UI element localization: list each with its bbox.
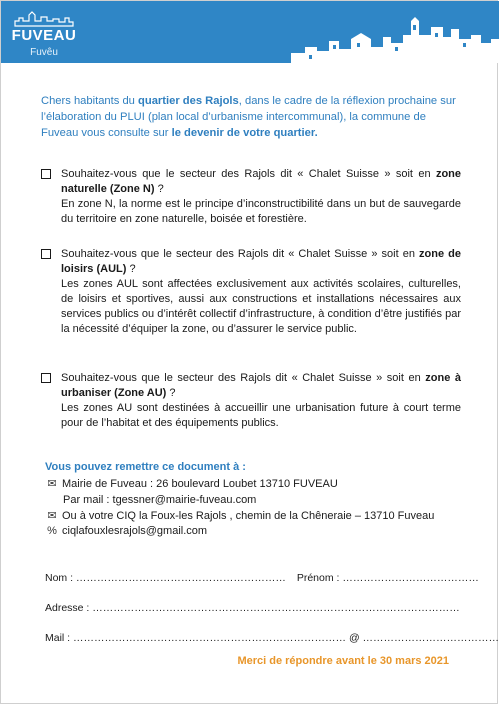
checkbox-zone-n[interactable]: [41, 169, 51, 179]
at-sign: @: [348, 632, 360, 644]
logo-subtitle: Fuvêu: [30, 47, 58, 58]
form-row-mail: [45, 632, 499, 644]
mail-user-field[interactable]: ……………………………………………………………………: [73, 632, 349, 644]
return-title: Vous pouvez remettre ce document à :: [45, 461, 246, 473]
header-banner: [1, 1, 499, 63]
fuveau-logo: [9, 9, 79, 59]
question-text: Souhaitez-vous que le secteur des Rajols dit « Chalet Suisse » soit en zone naturelle (Zone N) ?: [61, 168, 461, 195]
question-zone-au: [41, 371, 461, 431]
checkbox-zone-aul[interactable]: [41, 249, 51, 259]
intro-bold-quartier: quartier des Rajols: [138, 95, 239, 107]
envelope-icon: ✉: [47, 478, 57, 490]
adresse-field[interactable]: ……………………………………………………………………………………………: [92, 602, 460, 614]
ciq-address: Ou à votre CIQ la Foux-les Rajols , chemin de la Chêneraie – 13710 Fuveau: [62, 510, 435, 522]
logo-city-icon: [13, 11, 75, 27]
adresse-label: Adresse :: [45, 602, 93, 614]
at-sign-icon: %: [47, 525, 57, 537]
nom-field[interactable]: ……………………………………………………: [75, 572, 286, 584]
question-zone-aul: [41, 247, 461, 337]
deadline-note: Merci de répondre avant le 30 mars 2021: [237, 655, 449, 667]
question-explanation: Les zones AU sont destinées à accueillir une urbanisation future à court terme pour de l’habitat et des équipements publics.: [61, 402, 461, 429]
question-text: Souhaitez-vous que le secteur des Rajols dit « Chalet Suisse » soit en zone à urbaniser (Zone AU) ?: [61, 372, 461, 399]
intro-text: Chers habitants du: [41, 95, 139, 107]
prenom-label: Prénom :: [296, 572, 343, 584]
return-ciq-email: [45, 524, 207, 538]
intro-paragraph: [41, 93, 461, 141]
return-mairie: [45, 477, 338, 491]
question-explanation: Les zones AUL sont affectées exclusivement aux activités scolaires, culturelles, de loisirs et sportives, aussi aux constructions et installations nécessaires aux services publics ou d’intérêt collectif d’infrastructure, à condition d’être justifiés par la nécessité d’équiper la zone, ou d’assurer le service public.: [61, 278, 461, 335]
form-row-address: [45, 602, 460, 614]
ciq-email: ciqlafouxlesrajols@gmail.com: [62, 525, 208, 537]
mairie-address: Mairie de Fuveau : 26 boulevard Loubet 13710 FUVEAU: [62, 478, 338, 490]
checkbox-zone-au[interactable]: [41, 373, 51, 383]
mairie-email: Par mail : tgessner@mairie-fuveau.com: [63, 494, 257, 506]
mailbox-icon: ✉: [47, 510, 57, 522]
logo-title: FUVEAU: [11, 27, 77, 44]
mail-domain-field[interactable]: …………………………………: [359, 632, 499, 644]
return-mail: [63, 493, 256, 507]
prenom-field[interactable]: …………………………………: [342, 572, 479, 584]
return-ciq: [45, 509, 434, 523]
intro-text: , dans le cadre de la réflexion prochaine sur l’élaboration du PLUI (plan local d’urbanisme intercommunal), la commune de Fuveau vous consulte sur: [41, 95, 456, 139]
nom-label: Nom :: [45, 572, 76, 584]
question-zone-n: [41, 167, 461, 227]
question-explanation: En zone N, la norme est le principe d’inconstructibilité dans un but de sauvegarde du territoire en zone naturelle, boisée et forestière.: [61, 198, 461, 225]
village-skyline-illustration: [291, 9, 499, 63]
form-row-name: [45, 572, 479, 584]
question-text: Souhaitez-vous que le secteur des Rajols dit « Chalet Suisse » soit en zone de loisirs (AUL) ?: [61, 248, 461, 275]
mail-label: Mail :: [45, 632, 74, 644]
intro-bold-devenir: le devenir de votre quartier.: [171, 127, 318, 139]
